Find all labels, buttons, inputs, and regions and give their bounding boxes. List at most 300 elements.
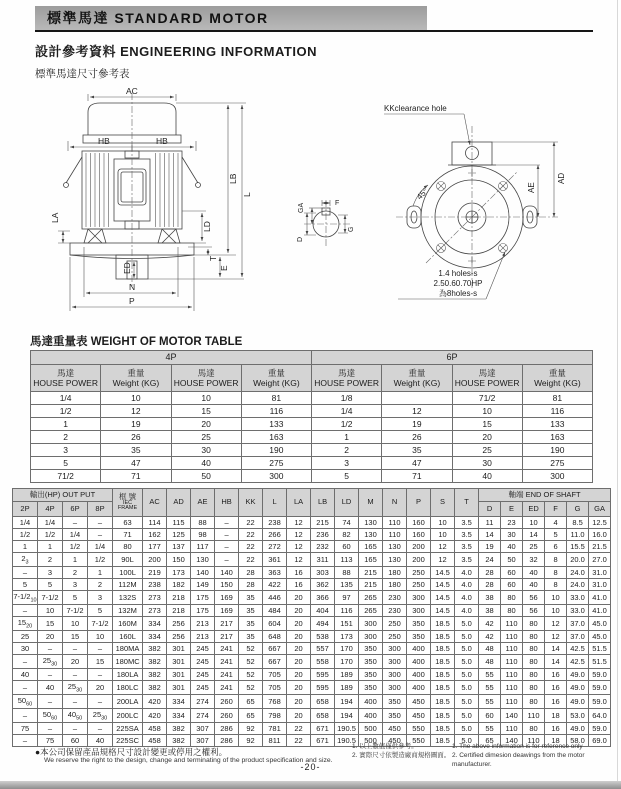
col-header: AE xyxy=(191,489,215,517)
table-cell: 135 xyxy=(335,579,359,591)
table-cell: 781 xyxy=(263,723,287,735)
table-cell: 300 xyxy=(383,643,407,655)
holes-note-line3: 為8holes-s xyxy=(438,289,478,298)
table-cell: – xyxy=(88,723,113,735)
col-header: E xyxy=(501,502,523,517)
col-header: D xyxy=(479,502,501,517)
table-cell: 404 xyxy=(311,605,335,617)
table-cell: 133 xyxy=(522,418,592,431)
table-cell: $25_{30}$ xyxy=(88,709,113,723)
table-cell: 8 xyxy=(545,553,567,567)
dim-label-t: T xyxy=(208,255,218,261)
table-cell: 260 xyxy=(215,709,239,723)
col-header: L xyxy=(263,489,287,517)
table-cell: 4.0 xyxy=(455,579,479,591)
table-cell: 12 xyxy=(287,529,311,541)
table-cell: 31.0 xyxy=(589,579,611,591)
table-cell: – xyxy=(88,643,113,655)
table-cell: 15 xyxy=(88,655,113,669)
table-cell: 458 xyxy=(143,723,167,735)
table-cell: 7-1/2 xyxy=(38,591,63,605)
table-cell: 19 xyxy=(382,418,452,431)
table-cell: 52 xyxy=(239,655,263,669)
table-cell: 30 xyxy=(452,457,522,470)
table-cell: 50 xyxy=(501,553,523,567)
table-cell: 538 xyxy=(311,631,335,643)
table-cell: 194 xyxy=(335,695,359,709)
table-cell: 272 xyxy=(263,541,287,553)
col-header: AC xyxy=(143,489,167,517)
table-row xyxy=(13,591,611,605)
col-header: P xyxy=(407,489,431,517)
table-cell: 14.5 xyxy=(431,579,455,591)
motor-end-view-diagram xyxy=(366,98,606,310)
table-cell: 110 xyxy=(523,735,545,747)
table-cell: 35 xyxy=(239,617,263,631)
table-cell: 59.0 xyxy=(589,681,611,695)
table-cell: 363 xyxy=(263,567,287,579)
col-header: LD xyxy=(335,489,359,517)
table-cell: 366 xyxy=(311,591,335,605)
table-cell: 75 xyxy=(38,735,63,747)
table-cell: – xyxy=(63,723,88,735)
table-cell: 1/4 xyxy=(38,517,63,529)
table-cell: – xyxy=(88,695,113,709)
table-cell: 10 xyxy=(452,405,522,418)
table-cell: 2 xyxy=(31,431,101,444)
table-cell: 12 xyxy=(431,553,455,567)
table-cell: 3 xyxy=(38,567,63,579)
table-cell: 30 xyxy=(501,529,523,541)
table-cell: 160 xyxy=(407,529,431,541)
table-cell: 80 xyxy=(113,541,143,553)
table-cell: 350 xyxy=(359,643,383,655)
table-cell: 5.0 xyxy=(455,681,479,695)
table-cell: 25 xyxy=(452,444,522,457)
table-cell: 18.5 xyxy=(431,617,455,631)
table-cell: $15_{20}$ xyxy=(13,617,38,631)
table-cell: 59.0 xyxy=(589,723,611,735)
dim-label-f: F xyxy=(335,200,340,207)
table-cell: 273 xyxy=(143,605,167,617)
table-cell: 5 xyxy=(13,579,38,591)
table-cell: 55 xyxy=(479,723,501,735)
table-cell: 311 xyxy=(311,553,335,567)
table-cell: 160M xyxy=(113,617,143,631)
table-row xyxy=(13,517,611,529)
table-cell: 200 xyxy=(407,553,431,567)
table-cell: 115 xyxy=(167,517,191,529)
table-cell: 10 xyxy=(63,617,88,631)
table-cell xyxy=(382,392,452,405)
table-cell: 55 xyxy=(479,681,501,695)
table-cell: 250 xyxy=(383,617,407,631)
footer-note-zh: ●本公司保留產品規格尺寸設計變更或停用之權利。 xyxy=(35,747,228,757)
table-cell: 2 xyxy=(38,553,63,567)
table-row xyxy=(13,681,611,695)
table-cell: 350 xyxy=(407,617,431,631)
group-header-4p: 4P xyxy=(31,351,312,365)
table-cell: – xyxy=(63,643,88,655)
table-cell: 273 xyxy=(143,591,167,605)
kk-clearance-hole-label: KKclearance hole xyxy=(384,104,447,113)
table-cell: 180LC xyxy=(113,681,143,695)
table-cell: 42.5 xyxy=(567,643,589,655)
table-cell: 200 xyxy=(143,553,167,567)
table-cell: 25 xyxy=(13,631,38,643)
table-cell: 5.0 xyxy=(455,709,479,723)
table-cell: 130 xyxy=(359,517,383,529)
table-cell: 98 xyxy=(191,529,215,541)
table-cell: – xyxy=(215,541,239,553)
table-cell: 140 xyxy=(501,735,523,747)
table-cell: 190 xyxy=(522,444,592,457)
table-cell: 300 xyxy=(241,470,311,483)
group-header-end-of-shaft: 軸端 END OF SHAFT xyxy=(479,489,611,502)
table-cell: 52 xyxy=(239,643,263,655)
table-cell: 238 xyxy=(263,517,287,529)
table-row xyxy=(13,669,611,681)
table-cell: 382 xyxy=(143,669,167,681)
table-cell: 5 xyxy=(63,591,88,605)
table-row xyxy=(13,643,611,655)
table-cell: 32 xyxy=(523,553,545,567)
table-cell: 18.5 xyxy=(431,723,455,735)
table-cell: 595 xyxy=(311,681,335,695)
table-cell: 500 xyxy=(359,735,383,747)
table-cell: 20 xyxy=(287,591,311,605)
table-cell: 16 xyxy=(287,567,311,579)
table-cell: 12 xyxy=(287,517,311,529)
col-header: T xyxy=(455,489,479,517)
table-cell: 53.0 xyxy=(567,709,589,723)
table-cell: 169 xyxy=(215,605,239,617)
table-cell: 14.5 xyxy=(431,605,455,617)
table-cell: 20.0 xyxy=(567,553,589,567)
table-cell: 150 xyxy=(215,579,239,591)
table-cell: 12 xyxy=(545,617,567,631)
table-cell: 110 xyxy=(383,517,407,529)
table-cell: 160L xyxy=(113,631,143,643)
table-cell: 12 xyxy=(382,405,452,418)
table-cell: 52 xyxy=(239,669,263,681)
table-cell: 22 xyxy=(239,553,263,567)
table-cell: 180LA xyxy=(113,669,143,681)
table-cell: 16 xyxy=(287,579,311,591)
table-cell: 55 xyxy=(479,695,501,709)
table-cell: 3.5 xyxy=(455,553,479,567)
table-cell: 12 xyxy=(287,541,311,553)
col-header: ED xyxy=(523,502,545,517)
table-cell: 38 xyxy=(479,591,501,605)
table-cell: 2 xyxy=(63,567,88,579)
table-cell: 400 xyxy=(359,695,383,709)
table-cell: 230 xyxy=(383,605,407,617)
table-cell: 41.0 xyxy=(589,605,611,617)
table-row xyxy=(13,695,611,709)
table-cell: 24.0 xyxy=(567,567,589,579)
table-cell: – xyxy=(13,681,38,695)
table-cell: 811 xyxy=(263,735,287,747)
table-cell: 5.0 xyxy=(455,617,479,631)
table-cell: 88 xyxy=(335,567,359,579)
table-cell: 5.0 xyxy=(455,723,479,735)
table-cell: 245 xyxy=(191,681,215,695)
table-cell: 5.0 xyxy=(455,631,479,643)
table-cell: 1/4 xyxy=(312,405,382,418)
table-cell: 125 xyxy=(167,529,191,541)
table-cell: 200 xyxy=(407,541,431,553)
table-cell: 301 xyxy=(167,669,191,681)
table-cell: 18.5 xyxy=(431,643,455,655)
table-cell: 52 xyxy=(239,681,263,695)
table-cell: 71 xyxy=(113,529,143,541)
table-cell: 15.5 xyxy=(567,541,589,553)
table-cell: 20 xyxy=(287,695,311,709)
table-cell: 100L xyxy=(113,567,143,579)
table-cell: 48 xyxy=(479,655,501,669)
table-cell: 60 xyxy=(63,735,88,747)
table-cell: 350 xyxy=(383,695,407,709)
table-cell: 114 xyxy=(143,517,167,529)
table-cell: 110 xyxy=(501,617,523,631)
table-cell: 350 xyxy=(359,655,383,669)
table-cell: 4 xyxy=(545,517,567,529)
table-cell: $50_{60}$ xyxy=(13,695,38,709)
table-cell: 180 xyxy=(383,579,407,591)
table-cell: 48 xyxy=(479,643,501,655)
table-cell: 300 xyxy=(383,669,407,681)
table-cell: – xyxy=(63,669,88,681)
table-cell: 11 xyxy=(479,517,501,529)
table-cell: 18.5 xyxy=(431,631,455,643)
table-cell: 350 xyxy=(359,669,383,681)
table-row xyxy=(13,605,611,617)
table-cell: 5 xyxy=(31,457,101,470)
table-cell: 55 xyxy=(479,669,501,681)
table-cell: 2 xyxy=(312,444,382,457)
table-cell: 1/4 xyxy=(13,517,38,529)
table-cell: 16 xyxy=(545,695,567,709)
table-cell: 82 xyxy=(335,529,359,541)
table-cell: – xyxy=(88,517,113,529)
table-cell: – xyxy=(38,695,63,709)
col-header: 2P xyxy=(13,502,38,517)
table-cell: 12 xyxy=(431,541,455,553)
table-cell: 266 xyxy=(263,529,287,541)
table-cell: 300 xyxy=(359,617,383,631)
table-cell: 110 xyxy=(383,529,407,541)
table-cell: 45.0 xyxy=(589,631,611,643)
table-cell: 110 xyxy=(501,631,523,643)
table-cell: 400 xyxy=(359,709,383,723)
col-header: 重量 Weight (KG) xyxy=(101,365,171,392)
table-cell: – xyxy=(13,567,38,579)
table-cell: 301 xyxy=(167,681,191,695)
table-cell: 5 xyxy=(38,579,63,591)
col-header: 馬達 HOUSE POWER xyxy=(452,365,522,392)
table-cell: 33.0 xyxy=(567,605,589,617)
table-cell: 1/2 xyxy=(63,541,88,553)
table-cell: 14 xyxy=(479,529,501,541)
table-cell: 420 xyxy=(143,695,167,709)
table-cell: 1/4 xyxy=(31,392,101,405)
table-cell: 65 xyxy=(239,695,263,709)
table-cell: – xyxy=(38,723,63,735)
col-header: GA xyxy=(589,502,611,517)
table-cell: 420 xyxy=(143,709,167,723)
table-cell: 382 xyxy=(167,735,191,747)
table-cell: 182 xyxy=(167,579,191,591)
table-cell: 80 xyxy=(523,681,545,695)
table-cell: 275 xyxy=(522,457,592,470)
table-cell: 173 xyxy=(335,631,359,643)
table-cell: 80 xyxy=(501,605,523,617)
table-cell: 69.0 xyxy=(589,735,611,747)
table-cell: 130 xyxy=(191,553,215,567)
table-cell: 3.5 xyxy=(455,541,479,553)
table-cell: 149 xyxy=(191,579,215,591)
dim-label-ae: AE xyxy=(527,182,536,193)
table-cell: 24.0 xyxy=(567,579,589,591)
table-cell: 189 xyxy=(335,669,359,681)
table-cell: 236 xyxy=(311,529,335,541)
table-cell: 110 xyxy=(501,643,523,655)
table-cell: 175 xyxy=(191,605,215,617)
table-row xyxy=(13,709,611,723)
table-cell: 671 xyxy=(311,723,335,735)
table-cell: 59.0 xyxy=(589,695,611,709)
group-header-output: 輸出(HP) OUT PUT xyxy=(13,489,113,502)
col-header: AD xyxy=(167,489,191,517)
table-cell: 71 xyxy=(101,470,171,483)
table-cell: 12 xyxy=(101,405,171,418)
table-cell: 81 xyxy=(241,392,311,405)
table-cell: 130 xyxy=(383,541,407,553)
table-cell: $25_{30}$ xyxy=(38,655,63,669)
table-cell: 38 xyxy=(479,605,501,617)
table-cell: 25 xyxy=(523,541,545,553)
table-cell: 20 xyxy=(171,418,241,431)
col-header: 馬達 HOUSE POWER xyxy=(31,365,101,392)
table-cell: 60 xyxy=(335,541,359,553)
angle-45-label: 45° xyxy=(415,186,430,202)
table-cell: 60 xyxy=(479,709,501,723)
table-cell: 80 xyxy=(523,669,545,681)
page-title: 標準馬達 STANDARD MOTOR xyxy=(35,6,427,30)
page-number: -20- xyxy=(300,762,321,772)
table-cell: 3.5 xyxy=(455,529,479,541)
title-underline xyxy=(35,30,593,32)
table-cell: 20 xyxy=(287,709,311,723)
table-cell: 24 xyxy=(479,553,501,567)
table-cell: 362 xyxy=(311,579,335,591)
table-cell: 798 xyxy=(263,709,287,723)
table-cell: 51.5 xyxy=(589,655,611,669)
table-row xyxy=(31,405,593,418)
table-cell: 110 xyxy=(501,723,523,735)
table-cell: 18.5 xyxy=(431,655,455,669)
table-cell: 215 xyxy=(359,567,383,579)
table-cell: 11.0 xyxy=(567,529,589,541)
table-cell: 274 xyxy=(191,695,215,709)
group-header-6p: 6P xyxy=(312,351,593,365)
table-cell: 116 xyxy=(241,405,311,418)
table-cell: 28 xyxy=(479,567,501,579)
table-cell: 190 xyxy=(241,444,311,457)
table-cell: 37.0 xyxy=(567,631,589,643)
table-cell: 19 xyxy=(479,541,501,553)
weight-table-title: 馬達重量表 WEIGHT OF MOTOR TABLE xyxy=(30,336,243,348)
table-cell: $25_{30}$ xyxy=(63,681,88,695)
table-cell: 116 xyxy=(335,605,359,617)
table-cell: 35 xyxy=(239,631,263,643)
table-cell: 151 xyxy=(335,617,359,631)
table-cell: 213 xyxy=(191,617,215,631)
dim-label-l: L xyxy=(242,192,252,197)
col-header: KK xyxy=(239,489,263,517)
table-cell: 250 xyxy=(407,579,431,591)
holes-note-line1: 1.4 holes-s xyxy=(438,269,478,278)
col-header: 4P xyxy=(38,502,63,517)
table-cell: 3 xyxy=(88,591,113,605)
table-cell: 110 xyxy=(501,655,523,669)
table-cell: 42.5 xyxy=(567,655,589,669)
table-cell: 130 xyxy=(383,553,407,567)
table-cell: 56 xyxy=(523,591,545,605)
table-cell: 450 xyxy=(407,709,431,723)
table-cell: 14 xyxy=(545,655,567,669)
table-cell: 232 xyxy=(311,541,335,553)
table-cell: 484 xyxy=(263,605,287,617)
dim-label-d: D xyxy=(297,236,304,242)
table-cell: 80 xyxy=(523,655,545,669)
table-cell: 163 xyxy=(522,431,592,444)
table-cell: 334 xyxy=(167,695,191,709)
table-cell: 7-1/2 xyxy=(63,605,88,617)
table-cell: 450 xyxy=(407,695,431,709)
table-cell: 1/2 xyxy=(88,553,113,567)
table-cell: 140 xyxy=(215,567,239,579)
table-cell: 27.0 xyxy=(589,553,611,567)
table-cell: 28 xyxy=(479,579,501,591)
table-cell: 12.5 xyxy=(589,517,611,529)
col-header: 8P xyxy=(88,502,113,517)
col-header-iec-frame: 框 號 IEC FRAME xyxy=(113,489,143,517)
table-cell: 15 xyxy=(452,418,522,431)
table-cell: 230 xyxy=(383,591,407,605)
table-row xyxy=(31,431,593,444)
dim-label-e: E xyxy=(219,265,229,271)
table-cell: 10 xyxy=(38,605,63,617)
table-cell: $50_{60}$ xyxy=(38,709,63,723)
table-cell: – xyxy=(38,669,63,681)
table-cell: 250 xyxy=(407,567,431,579)
table-cell: 334 xyxy=(143,617,167,631)
table-cell: 81 xyxy=(522,392,592,405)
table-cell: 450 xyxy=(383,723,407,735)
table-cell: 382 xyxy=(143,681,167,695)
col-header: S xyxy=(431,489,455,517)
table-cell: 47 xyxy=(382,457,452,470)
table-cell: 8.5 xyxy=(567,517,589,529)
table-cell: 4.0 xyxy=(455,567,479,579)
dim-label-n: N xyxy=(129,282,136,292)
table-cell: 250 xyxy=(383,631,407,643)
table-cell: 80 xyxy=(501,591,523,605)
table-cell: 301 xyxy=(167,655,191,669)
table-cell: 1/2 xyxy=(38,529,63,541)
